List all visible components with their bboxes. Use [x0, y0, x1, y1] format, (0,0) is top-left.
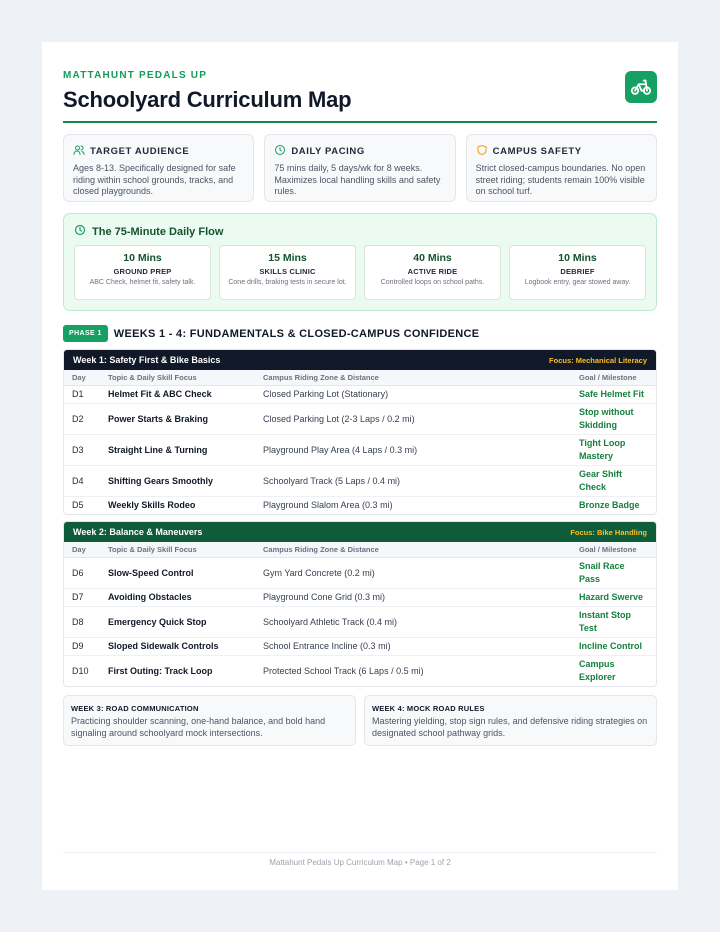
- skill-cell: Emergency Quick Stop: [100, 606, 255, 637]
- zone-cell: Playground Cone Grid (0.3 mi): [255, 588, 571, 606]
- goal-cell: Gear Shift Check: [571, 465, 656, 496]
- header-divider: [63, 121, 657, 123]
- upcoming-weeks: [63, 695, 657, 746]
- card-title: CAMPUS SAFETY: [492, 146, 582, 157]
- week-3-summary: [63, 695, 356, 746]
- step-desc: Cone drills, braking tests in secure lot.: [228, 279, 347, 286]
- flow-step: [509, 245, 646, 300]
- goal-cell: Incline Control: [571, 637, 656, 655]
- clock-icon: [274, 144, 286, 159]
- day-cell: D1: [64, 385, 100, 403]
- day-cell: D10: [72, 665, 89, 676]
- daily-flow: [63, 213, 657, 311]
- zone-cell: Playground Slalom Area (0.3 mi): [263, 500, 393, 511]
- card-target-audience: [63, 134, 254, 202]
- zone-cell: Closed Parking Lot (Stationary): [255, 385, 571, 403]
- goal-cell: Instant Stop Test: [571, 606, 656, 637]
- bicycle-icon: [625, 71, 657, 103]
- table-row: [64, 637, 656, 655]
- day-cell: D9: [64, 637, 100, 655]
- users-icon: [73, 144, 85, 159]
- week-4-summary: [364, 695, 657, 746]
- summary-body: Practicing shoulder scanning, one-hand balance, and bold hand signaling around schoolyard mock intersections.: [71, 716, 326, 738]
- step-duration: 15 Mins: [268, 252, 307, 264]
- week-2-table: [63, 521, 657, 687]
- week-focus: Focus: Bike Handling: [570, 527, 647, 537]
- table-row: [64, 557, 656, 588]
- goal-cell: Hazard Swerve: [571, 588, 656, 606]
- skill-cell: Shifting Gears Smoothly: [100, 465, 255, 496]
- column-header: Campus Riding Zone & Distance: [255, 370, 571, 385]
- goal-cell: Tight Loop Mastery: [571, 434, 656, 465]
- card-title: TARGET AUDIENCE: [90, 146, 190, 157]
- shield-icon: [476, 144, 488, 159]
- clock-icon: [74, 224, 86, 239]
- goal-cell: Campus Explorer: [579, 658, 616, 682]
- flow-step: [74, 245, 211, 300]
- curriculum-page: [42, 42, 678, 890]
- step-name: SKILLS CLINIC: [259, 267, 316, 276]
- phase-title: WEEKS 1 - 4: FUNDAMENTALS & CLOSED-CAMPUS CONFIDENCE: [113, 327, 480, 340]
- column-header: Topic & Daily Skill Focus: [100, 370, 255, 385]
- column-header: Campus Riding Zone & Distance: [255, 542, 571, 557]
- skill-cell: Sloped Sidewalk Controls: [100, 637, 255, 655]
- card-body: Strict closed-campus boundaries. No open street riding; students remain 100% visible on school turf.: [475, 163, 646, 196]
- card-campus-safety: [466, 134, 657, 202]
- goal-cell: Stop without Skidding: [571, 403, 656, 434]
- phase-badge: PHASE 1: [63, 325, 108, 342]
- table-row: [64, 403, 656, 434]
- skill-cell: First Outing: Track Loop: [108, 665, 213, 676]
- step-duration: 10 Mins: [558, 252, 597, 264]
- week-header: [64, 350, 656, 370]
- column-header: Goal / Milestone: [571, 370, 656, 385]
- skill-cell: Straight Line & Turning: [100, 434, 255, 465]
- day-cell: D8: [64, 606, 100, 637]
- card-body: 75 mins daily, 5 days/wk for 8 weeks. Maximizes local handling skills and safety rules.: [274, 163, 441, 196]
- skill-cell: Avoiding Obstacles: [100, 588, 255, 606]
- table-row: [64, 588, 656, 606]
- goal-cell: Safe Helmet Fit: [571, 385, 656, 403]
- phase-header: [63, 325, 657, 342]
- step-duration: 40 Mins: [413, 252, 452, 264]
- table-row: [64, 434, 656, 465]
- day-cell: D2: [64, 403, 100, 434]
- summary-body: Mastering yielding, stop sign rules, and defensive riding strategies on designated school pathway grids.: [372, 716, 648, 738]
- brand-name: MATTAHUNT PEDALS UP: [63, 70, 208, 81]
- info-cards: [63, 134, 657, 202]
- zone-cell: Schoolyard Track (5 Laps / 0.4 mi): [255, 465, 571, 496]
- day-cell: D7: [64, 588, 100, 606]
- zone-cell: School Entrance Incline (0.3 mi): [255, 637, 571, 655]
- summary-title: WEEK 3: ROAD COMMUNICATION: [71, 704, 199, 713]
- card-daily-pacing: [264, 134, 455, 202]
- column-header: Goal / Milestone: [571, 542, 656, 557]
- flow-title: The 75-Minute Daily Flow: [92, 225, 224, 238]
- page-footer: Mattahunt Pedals Up Curriculum Map • Page 1 of 2: [63, 852, 657, 867]
- week-title: Week 1: Safety First & Bike Basics: [73, 355, 221, 365]
- table-row: [64, 655, 656, 686]
- zone-cell: Closed Parking Lot (2-3 Laps / 0.2 mi): [255, 403, 571, 434]
- page-title: Schoolyard Curriculum Map: [63, 87, 352, 112]
- step-name: GROUND PREP: [113, 267, 172, 276]
- goal-cell: Bronze Badge: [579, 499, 640, 510]
- summary-title: WEEK 4: MOCK ROAD RULES: [372, 704, 485, 713]
- step-name: ACTIVE RIDE: [407, 267, 458, 276]
- week-focus: Focus: Mechanical Literacy: [549, 355, 647, 365]
- table-row: [64, 465, 656, 496]
- day-cell: D3: [64, 434, 100, 465]
- flow-step: [219, 245, 356, 300]
- step-desc: ABC Check, helmet fit, safety talk.: [89, 279, 196, 286]
- skill-cell: Power Starts & Braking: [100, 403, 255, 434]
- skill-cell: Helmet Fit & ABC Check: [100, 385, 255, 403]
- zone-cell: Gym Yard Concrete (0.2 mi): [255, 557, 571, 588]
- week-1-table: [63, 349, 657, 515]
- column-header: Topic & Daily Skill Focus: [100, 542, 255, 557]
- step-duration: 10 Mins: [123, 252, 162, 264]
- zone-cell: Schoolyard Athletic Track (0.4 mi): [255, 606, 571, 637]
- skill-cell: Weekly Skills Rodeo: [108, 500, 196, 511]
- skill-cell: Slow-Speed Control: [100, 557, 255, 588]
- zone-cell: Protected School Track (6 Laps / 0.5 mi): [263, 665, 424, 676]
- zone-cell: Playground Play Area (4 Laps / 0.3 mi): [255, 434, 571, 465]
- week-header: [64, 522, 656, 542]
- week-title: Week 2: Balance & Maneuvers: [73, 527, 203, 537]
- flow-step: [364, 245, 501, 300]
- table-row: [64, 385, 656, 403]
- column-header: Day: [64, 542, 100, 557]
- table-row: [64, 496, 656, 514]
- day-cell: D4: [64, 465, 100, 496]
- day-cell: D5: [72, 500, 84, 511]
- step-desc: Controlled loops on school paths.: [380, 279, 485, 286]
- card-body: Ages 8-13. Specifically designed for safe riding within school grounds, tracks, and closed playgrounds.: [73, 163, 236, 196]
- table-row: [64, 606, 656, 637]
- day-cell: D6: [64, 557, 100, 588]
- card-title: DAILY PACING: [291, 146, 365, 157]
- step-name: DEBRIEF: [560, 267, 595, 276]
- column-header: Day: [64, 370, 100, 385]
- step-desc: Logbook entry, gear stowed away.: [524, 279, 631, 286]
- goal-cell: Snail Race Pass: [571, 557, 656, 588]
